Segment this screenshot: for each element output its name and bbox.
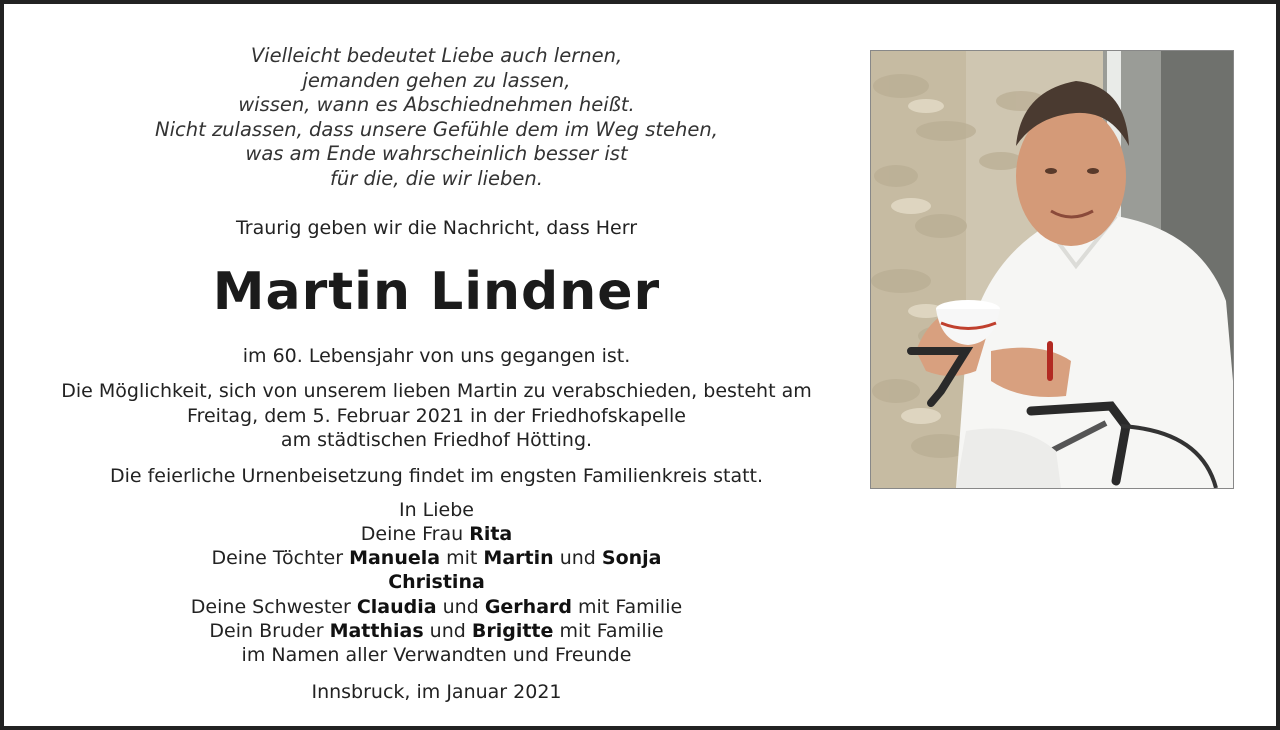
portrait-illustration	[871, 51, 1233, 488]
connector: mit	[440, 547, 484, 570]
portrait-photo	[870, 50, 1234, 489]
wife-line	[44, 522, 829, 546]
announcement-intro: Traurig geben wir die Nachricht, dass Herr	[235, 217, 638, 239]
poem-line: was am Ende wahrscheinlich besser ist	[245, 142, 628, 165]
place-date: Innsbruck, im Januar 2021	[311, 680, 562, 703]
daughters-prefix: Deine Töchter	[211, 547, 350, 570]
deceased-name: Martin Lindner	[212, 262, 661, 322]
sister-partner-name: Gerhard	[484, 595, 572, 618]
poem-line: für die, die wir lieben.	[330, 166, 543, 190]
daughters-line-cont	[44, 570, 829, 594]
brother-prefix: Dein Bruder	[209, 619, 330, 642]
urn-burial-line: Die feierliche Urnenbeisetzung findet im engsten Familienkreis statt.	[109, 464, 764, 487]
family-suffix: mit Familie	[572, 595, 683, 618]
farewell-line: am städtischen Friedhof Hötting.	[280, 429, 593, 451]
brother-name: Matthias	[329, 619, 424, 642]
wife-prefix: Deine Frau	[360, 522, 470, 545]
sister-prefix: Deine Schwester	[190, 595, 357, 618]
relatives-line: im Namen aller Verwandten und Freunde	[241, 644, 632, 667]
connector: und	[423, 619, 472, 642]
farewell-line: Die Möglichkeit, sich von unserem lieben Martin zu verabschieden, besteht am	[61, 380, 812, 402]
age-line: im 60. Lebensjahr von uns gegangen ist.	[242, 345, 631, 367]
poem-line: jemanden gehen zu lassen,	[302, 68, 571, 92]
partner-name: Martin	[483, 547, 554, 570]
brother-partner-name: Brigitte	[471, 619, 554, 642]
daughters-line	[44, 546, 829, 570]
sister-name: Claudia	[356, 595, 437, 618]
poem-line: Nicht zulassen, dass unsere Gefühle dem im Weg stehen,	[155, 117, 718, 141]
family-suffix: mit Familie	[553, 619, 664, 642]
family-signature	[44, 498, 829, 668]
obituary-text-column	[44, 44, 829, 704]
sister-line	[44, 595, 829, 619]
brother-line	[44, 619, 829, 643]
daughter-name: Manuela	[349, 547, 441, 570]
daughter-name: Christina	[388, 571, 485, 594]
connector: und	[436, 595, 485, 618]
daughter-name: Sonja	[601, 547, 662, 570]
in-love-line: In Liebe	[399, 498, 474, 521]
wife-name: Rita	[469, 522, 513, 545]
poem	[44, 44, 829, 191]
poem-line: wissen, wann es Abschiednehmen heißt.	[238, 93, 635, 116]
connector: und	[553, 547, 602, 570]
farewell-line: Freitag, dem 5. Februar 2021 in der Friedhofskapelle	[187, 404, 686, 427]
farewell-info	[44, 379, 829, 453]
poem-line: Vielleicht bedeutet Liebe auch lernen,	[250, 44, 623, 67]
